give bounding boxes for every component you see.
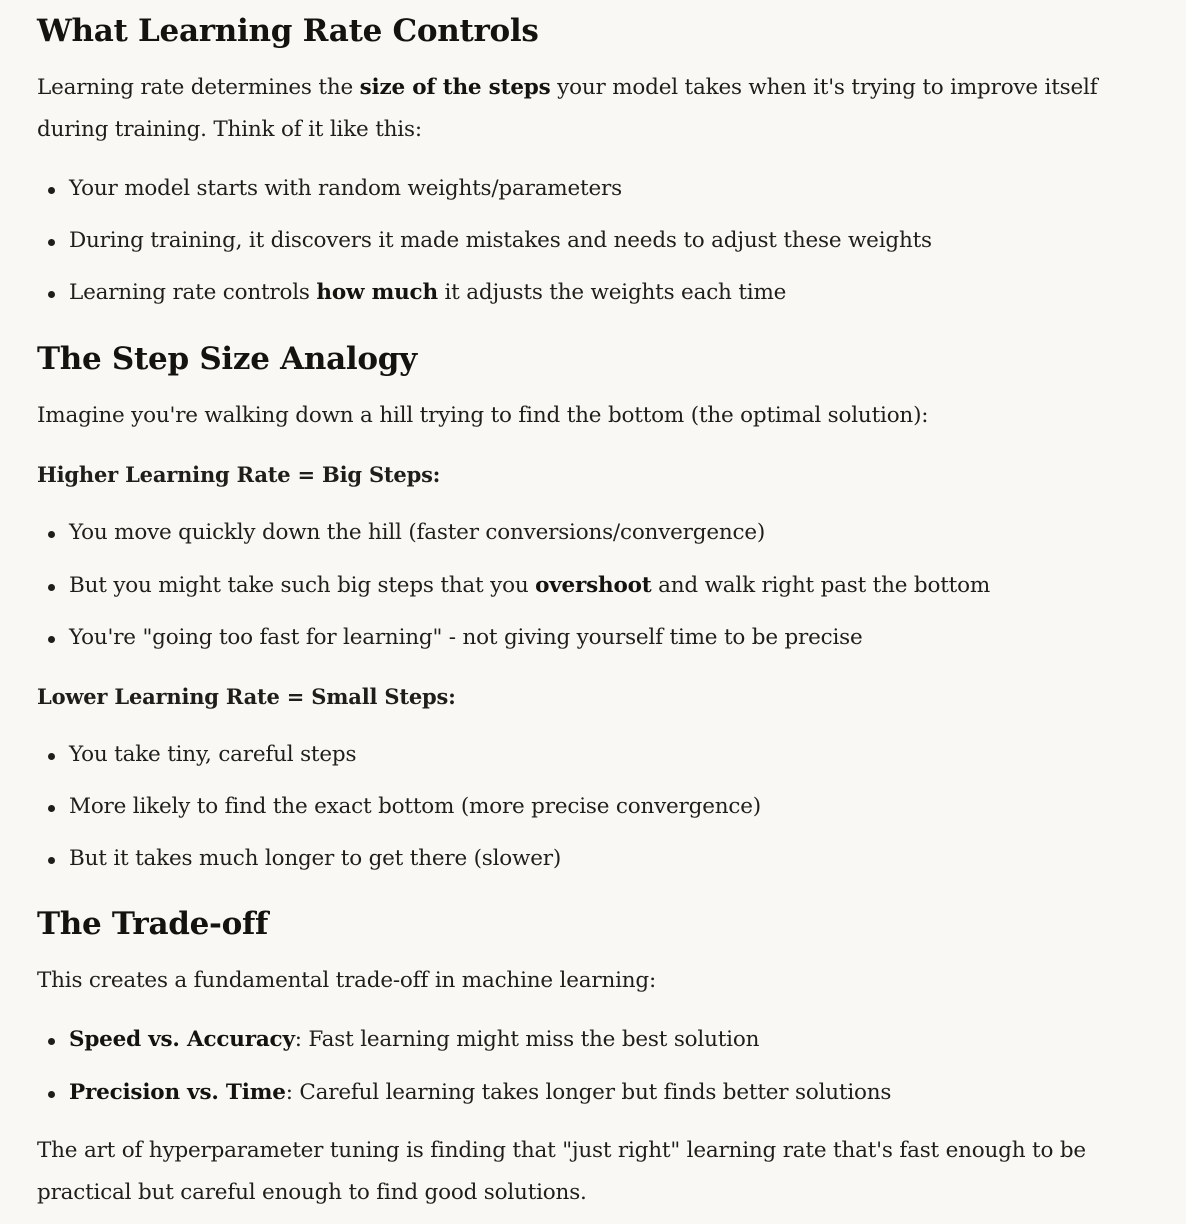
list-trade-offs-2 bbox=[37, 1078, 1137, 1108]
list-item bbox=[37, 1025, 1137, 1055]
list-item bbox=[37, 571, 1137, 601]
list-item: You're "going too fast for learning" - not giving yourself time to be precise bbox=[37, 623, 1137, 653]
bullet-text-after: : Careful learning takes longer but finds better solutions bbox=[285, 1080, 892, 1105]
list-higher-learning-rate-2 bbox=[37, 571, 1137, 601]
list-higher-learning-rate bbox=[37, 518, 1137, 548]
bullet-text-before: Learning rate controls bbox=[69, 280, 317, 305]
list-lower-learning-rate bbox=[37, 740, 1137, 770]
list-learning-rate-basics bbox=[37, 174, 1137, 204]
bullet-bold-speed-vs-accuracy: Speed vs. Accuracy bbox=[69, 1027, 295, 1052]
list-item: You move quickly down the hill (faster conversions/convergence) bbox=[37, 518, 1137, 548]
list-learning-rate-basics-2 bbox=[37, 226, 1137, 256]
paragraph-trade-off-intro: This creates a fundamental trade-off in machine learning: bbox=[37, 968, 657, 993]
paragraph-closing: The art of hyperparameter tuning is finding that "just right" learning rate that's fast enough to be practical but careful enough to find good solutions. bbox=[37, 1138, 1086, 1205]
list-item bbox=[37, 278, 1137, 308]
intro-text-after: your model takes when it's trying to improve itself during training. Think of it like this: bbox=[37, 75, 1098, 142]
list-item: But it takes much longer to get there (slower) bbox=[37, 844, 1137, 874]
bullet-text-after: it adjusts the weights each time bbox=[437, 280, 787, 305]
subheading-lower-learning-rate: Lower Learning Rate = Small Steps: bbox=[37, 684, 456, 709]
list-higher-learning-rate-3 bbox=[37, 623, 1137, 653]
list-item: Your model starts with random weights/parameters bbox=[37, 174, 1137, 204]
bullet-bold-precision-vs-time: Precision vs. Time bbox=[69, 1080, 286, 1105]
heading-step-size-analogy: The Step Size Analogy bbox=[37, 341, 417, 377]
list-item: During training, it discovers it made mistakes and needs to adjust these weights bbox=[37, 226, 1137, 256]
bullet-bold-overshoot: overshoot bbox=[535, 573, 652, 598]
paragraph-learning-rate-intro bbox=[37, 67, 1127, 151]
subheading-higher-learning-rate: Higher Learning Rate = Big Steps: bbox=[37, 462, 441, 487]
bullet-text-after: : Fast learning might miss the best solution bbox=[294, 1027, 760, 1052]
bullet-text-before: But you might take such big steps that you bbox=[69, 573, 536, 598]
list-item: More likely to find the exact bottom (more precise convergence) bbox=[37, 792, 1137, 822]
paragraph-step-size-intro: Imagine you're walking down a hill trying to find the bottom (the optimal solution): bbox=[37, 403, 929, 428]
list-item: You take tiny, careful steps bbox=[37, 740, 1137, 770]
bullet-bold-how-much: how much bbox=[316, 280, 438, 305]
list-lower-learning-rate-2 bbox=[37, 792, 1137, 822]
list-lower-learning-rate-3 bbox=[37, 844, 1137, 874]
list-trade-offs bbox=[37, 1025, 1137, 1055]
intro-bold-size-of-steps: size of the steps bbox=[359, 75, 551, 100]
heading-trade-off: The Trade-off bbox=[37, 906, 269, 942]
list-item bbox=[37, 1078, 1137, 1108]
bullet-text-after: and walk right past the bottom bbox=[651, 573, 991, 598]
heading-learning-rate-controls: What Learning Rate Controls bbox=[37, 13, 539, 49]
intro-text-before: Learning rate determines the bbox=[37, 75, 360, 100]
list-learning-rate-basics-3 bbox=[37, 278, 1137, 308]
